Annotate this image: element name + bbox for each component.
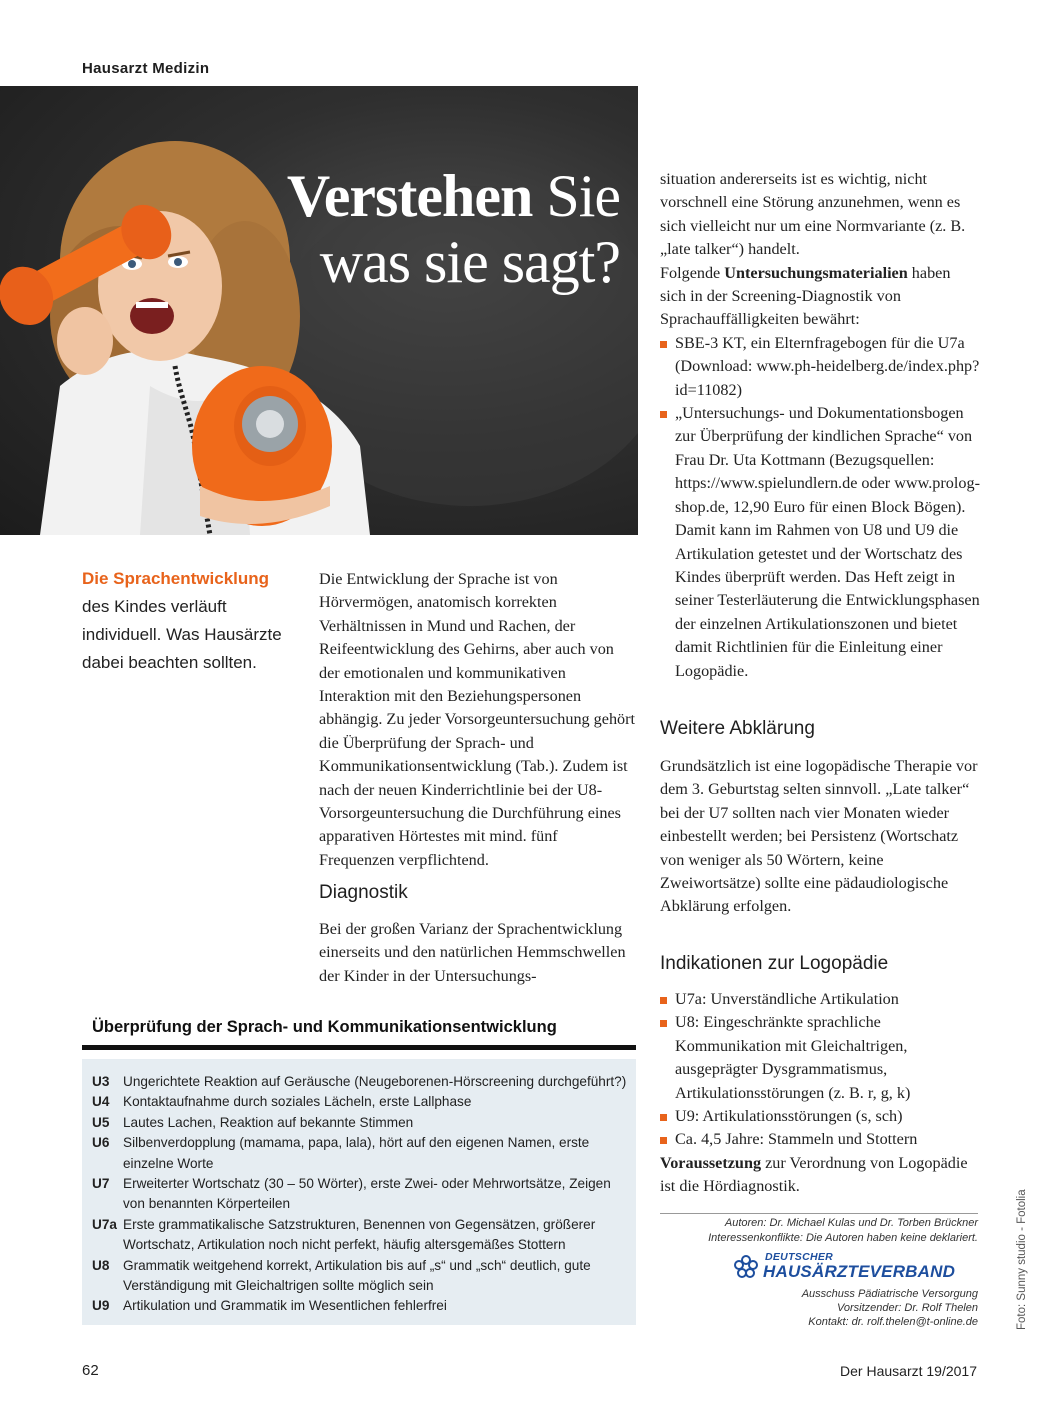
photo-credit: Foto: Sunny studio - Fotolia — [1016, 1189, 1028, 1330]
logo-line1: DEUTSCHER — [765, 1251, 834, 1263]
diagnostik-paragraph: Bei der großen Varianz der Sprachentwicklung einerseits und den natürlichen Hemmschwellen der Kinder in der Untersuchungs- — [319, 920, 626, 985]
table-title: Überprüfung der Sprach- und Kommunikationsentwicklung — [92, 1018, 557, 1036]
requirement-note — [660, 1152, 980, 1199]
lead-rest: des Kindes verläuft individuell. Was Hausärzte dabei beachten sollten. — [82, 597, 282, 672]
table-row — [92, 1113, 628, 1133]
intro-paragraph: Die Entwicklung der Sprache ist von Hörvermögen, anatomisch korrekten Verhältnissen in Mund und Rachen, der Reifeentwicklung des Gehirns, aber auch von der emotionalen und kommunikativen Interaktion mit den Beziehungspersonen abhängig. Zu jeder Vorsorgeuntersuchung gehört die Überprüfung der Sprach- und Kommunikationsentwicklung (Tab.). Zudem ist nach der neuen Kinderrichtlinie bei der U8-Vorsorgeuntersuchung die Durchführung eines apparativen Hörtestes mit mind. fünf Frequenzen verpflichtend. — [319, 570, 636, 869]
row-text: Artikulation und Grammatik im Wesentlichen fehlerfrei — [123, 1298, 447, 1314]
row-text: Ungerichtete Reaktion auf Geräusche (Neugeborenen-Hörscreening durchgeführt?) — [123, 1074, 627, 1089]
square-bullet-icon — [660, 1020, 667, 1027]
row-text: Erste grammatikalische Satzstrukturen, Benennen von Gegensätzen, größerer Wortschatz, Artikulation noch nicht perfekt, häufig altersgemäßes Stottern — [123, 1216, 596, 1253]
square-bullet-icon — [660, 341, 667, 348]
material-item-text: „Untersuchungs- und Dokumentationsbogen zur Überprüfung der kindlichen Sprache“ von Frau Dr. Uta Kottmann (Bezugsquellen: https://www.spielundlern.de oder www.prolog-shop.de, 12,90 Euro für einen Block Bögen). Damit kann im Rahmen von U8 und U9 die Artikulation getestet und der Wortschatz des Kindes überprüft werden. Das Heft zeigt in seiner Testerläuterung die Entwicklungsphasen der einzelnen Artikulationszonen und bietet damit Richtlinien für die Einleitung einer Logopädie. — [675, 404, 980, 680]
table-row — [92, 1092, 628, 1112]
indication-text: U7a: Unverständliche Artikulation — [675, 990, 899, 1008]
square-bullet-icon — [660, 1114, 667, 1121]
list-item — [660, 1011, 980, 1105]
column-three — [660, 168, 980, 683]
author-info — [660, 1213, 978, 1246]
list-item — [660, 1128, 980, 1151]
materials-intro-pre: Folgende — [660, 263, 725, 282]
indication-text: Ca. 4,5 Jahre: Stammeln und Stottern — [675, 1130, 918, 1149]
row-code: U4 — [92, 1094, 110, 1110]
row-text: Grammatik weitgehend korrekt, Artikulation bis auf „s“ und „sch“ deutlich, gute Verständigung mit Gleichaltrigen sollte möglich sein — [123, 1257, 591, 1294]
heading-weitere-abklaerung: Weitere Abklärung — [660, 718, 815, 739]
development-table — [92, 1072, 628, 1317]
table-row — [92, 1215, 628, 1256]
square-bullet-icon — [660, 411, 667, 418]
chair-line: Vorsitzender: Dr. Rolf Thelen — [836, 1302, 978, 1314]
lead-highlight: Die Sprachentwicklung — [82, 569, 270, 588]
hero-image — [0, 86, 638, 535]
row-code: U6 — [92, 1135, 110, 1151]
row-code: U8 — [92, 1257, 110, 1273]
committee-line: Ausschuss Pädiatrische Versorgung — [801, 1288, 978, 1300]
star-logo-icon — [733, 1254, 759, 1280]
contact-line: Kontakt: dr. rolf.thelen@t-online.de — [808, 1316, 978, 1328]
indication-text: U8: Eingeschränkte sprachliche Kommunikation mit Gleichaltrigen, ausgeprägter Dysgrammatismus, Artikulationsstörungen (z. B. r, g, k) — [675, 1013, 911, 1102]
weitere-paragraph: Grundsätzlich ist eine logopädische Therapie vor dem 3. Geburtstag selten sinnvoll. „Late talker“ bei der U7 sollten nach vier Monaten wieder einbestellt werden; bei Persistenz (Wortschatz von weniger als 50 Wörtern, keine Zweiwortsätze) sollte eine pädaudiologische Abklärung erfolgen. — [660, 757, 978, 916]
materials-intro — [660, 262, 980, 332]
row-text: Erweiterter Wortschatz (30 – 50 Wörter), erste Zwei- oder Mehrwortsätze, Zeigen von benannten Körperteilen — [123, 1176, 611, 1212]
square-bullet-icon — [660, 1137, 667, 1144]
heading-diagnostik: Diagnostik — [319, 882, 408, 903]
list-item — [660, 1105, 980, 1128]
indications-list — [660, 988, 980, 1199]
continued-paragraph: situation andererseits ist es wichtig, nicht vorschnell eine Störung anzunehmen, wenn es sich vielleicht nur um eine Normvariante (z. B. „late talker“) handelt. — [660, 170, 966, 259]
table-row — [92, 1072, 628, 1092]
lead-text — [82, 565, 292, 677]
page-number: 62 — [82, 1362, 99, 1379]
list-item — [660, 402, 980, 683]
requirement-bold: Voraussetzung — [660, 1153, 762, 1172]
headline-line2: was sie sagt? — [319, 229, 620, 295]
square-bullet-icon — [660, 997, 667, 1004]
headline-bold: Verstehen — [286, 163, 533, 229]
table-row — [92, 1296, 628, 1316]
table-row — [92, 1256, 628, 1297]
child-with-phone-illustration — [0, 86, 638, 535]
row-text: Silbenverdopplung (mamama, papa, lala), hört auf den eigenen Namen, erste einzelne Worte — [123, 1135, 590, 1171]
magazine-issue: Der Hausarzt 19/2017 — [840, 1363, 977, 1379]
hausaerzteverband-logo — [733, 1250, 979, 1282]
table-row — [92, 1133, 628, 1174]
table-row — [92, 1174, 628, 1215]
row-code: U5 — [92, 1114, 110, 1130]
materials-intro-post: haben sich in der Screening-Diagnostik von Sprachauffälligkeiten bewährt: — [660, 263, 951, 329]
list-item — [660, 332, 980, 402]
list-item — [660, 988, 980, 1011]
row-code: U9 — [92, 1298, 110, 1314]
row-code: U7a — [92, 1216, 117, 1232]
material-item-text: SBE-3 KT, ein Elternfragebogen für die U7a (Download: www.ph-heidelberg.de/index.php?id=11082) — [675, 333, 980, 399]
authors-line: Autoren: Dr. Michael Kulas und Dr. Torben Brückner — [724, 1217, 978, 1229]
article-headline — [286, 163, 620, 295]
requirement-rest: zur Verordnung von Logopädie ist die Hördiagnostik. — [660, 1153, 968, 1196]
committee-info — [660, 1287, 978, 1329]
materials-intro-bold: Untersuchungsmaterialien — [724, 263, 908, 282]
row-text: Kontaktaufnahme durch soziales Lächeln, erste Lallphase — [123, 1094, 472, 1110]
section-rubric: Hausarzt Medizin — [82, 60, 210, 77]
table-divider — [82, 1045, 636, 1050]
row-text: Lautes Lachen, Reaktion auf bekannte Stimmen — [123, 1114, 414, 1130]
conflicts-line: Interessenkonflikte: Die Autoren haben keine deklariert. — [708, 1232, 978, 1244]
indication-text: U9: Artikulationsstörungen (s, sch) — [675, 1107, 903, 1126]
row-code: U7 — [92, 1176, 110, 1192]
headline-rest: Sie — [532, 163, 620, 229]
heading-indikationen: Indikationen zur Logopädie — [660, 953, 889, 974]
logo-line2: HAUSÄRZTEVERBAND — [763, 1262, 956, 1281]
row-code: U3 — [92, 1074, 110, 1089]
